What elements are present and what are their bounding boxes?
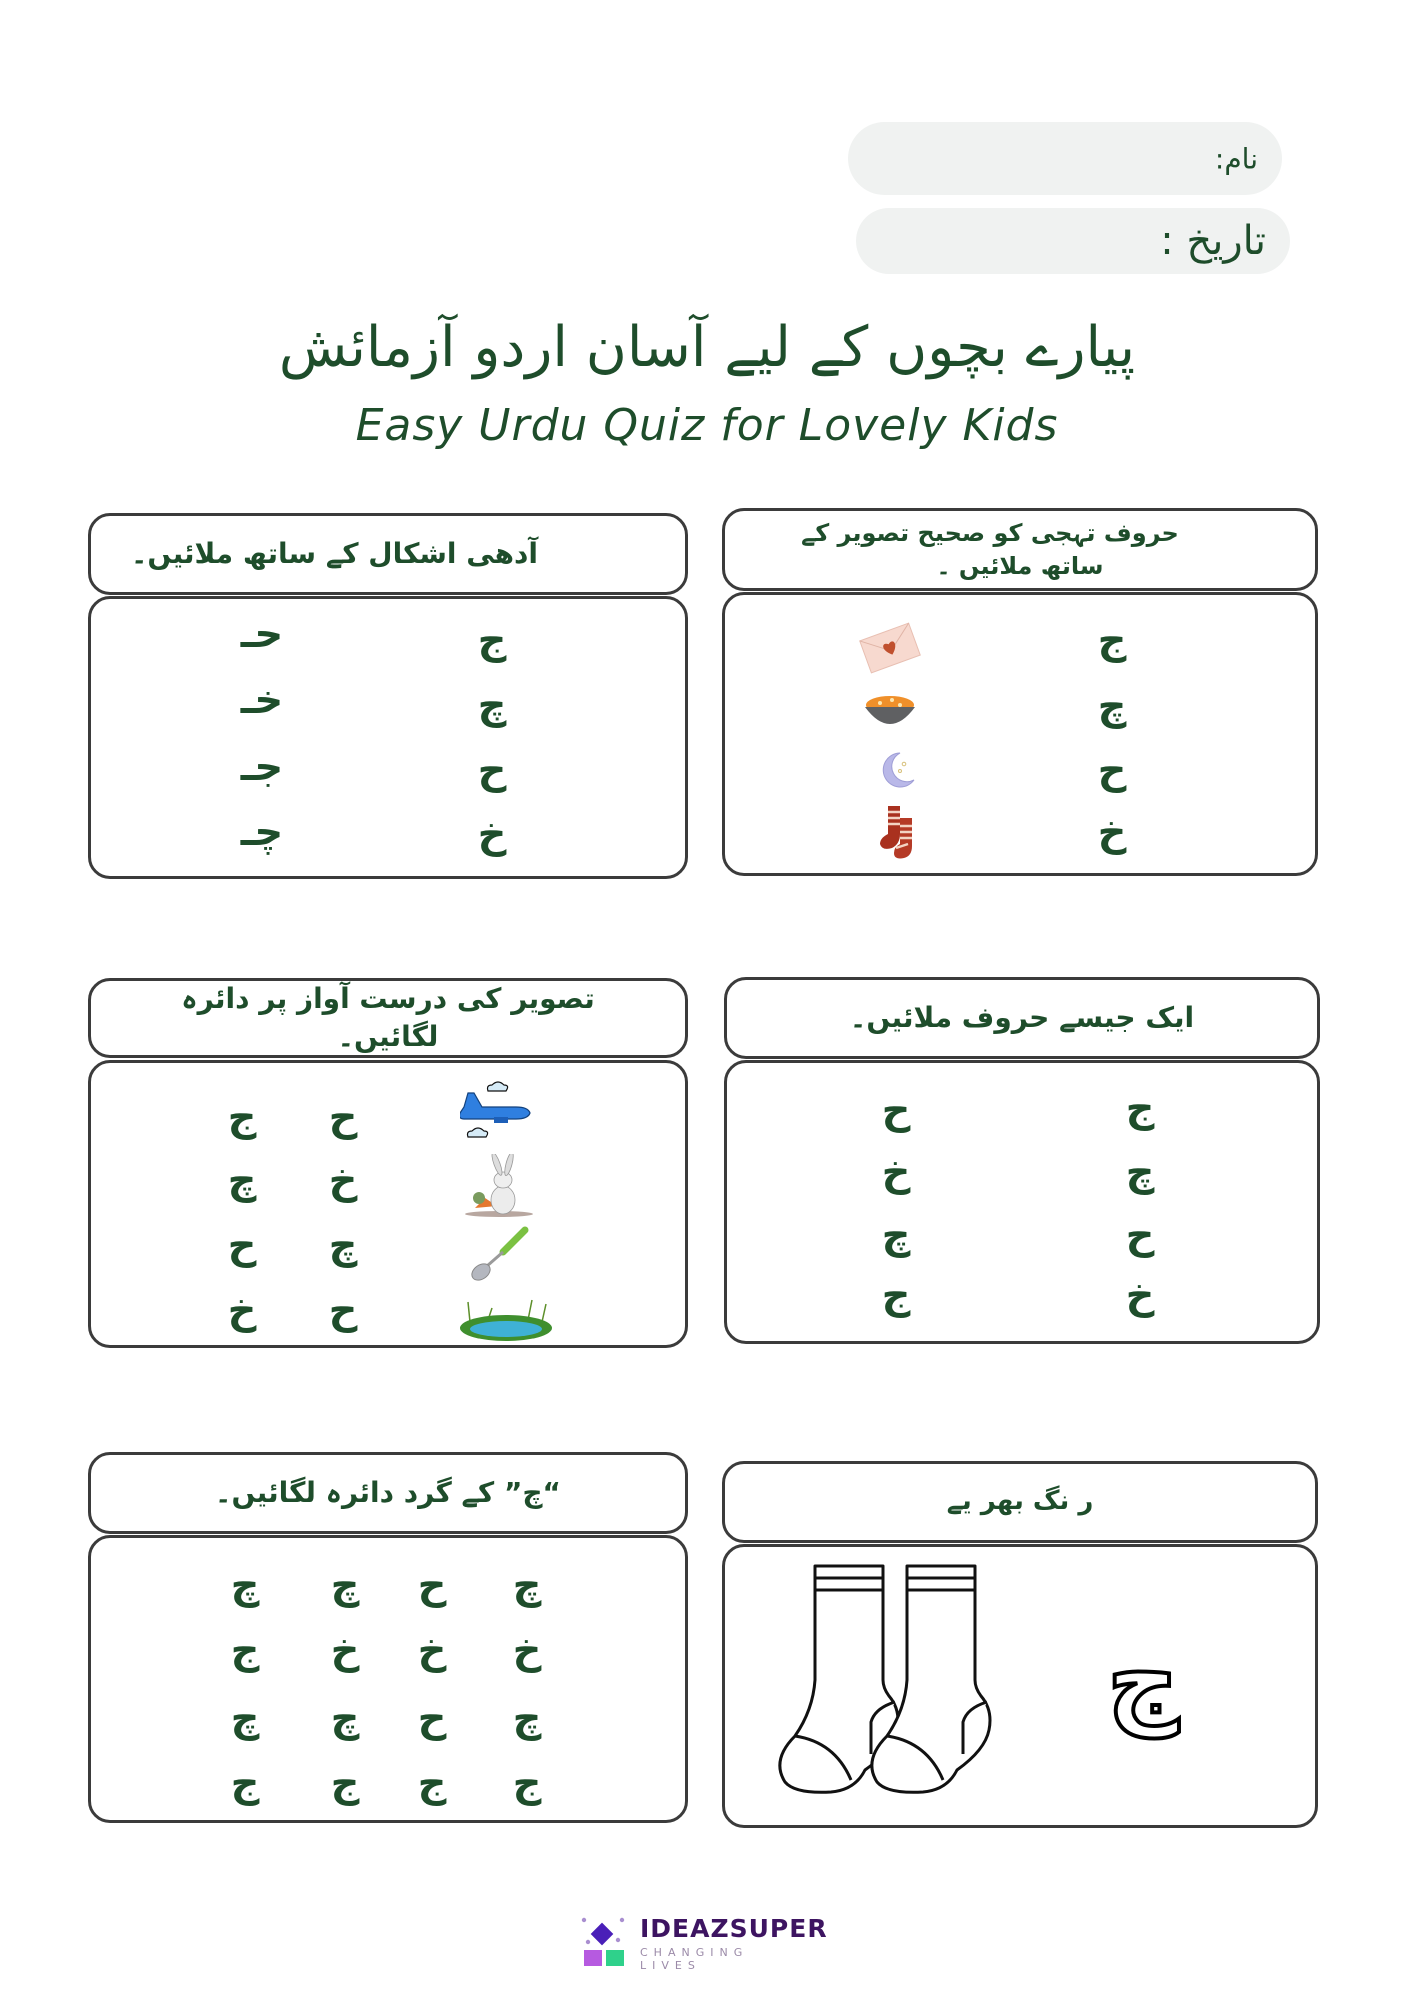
half-letter[interactable]: جـ [240,744,284,790]
right-letter[interactable]: چ [1125,1149,1155,1195]
right-letter[interactable]: خ [1125,1272,1155,1318]
name-field[interactable] [848,122,1282,195]
panel-circle-che-header [88,1452,688,1534]
panel-heading: ر نگ بھر یے [946,1486,1094,1517]
sound-option-b[interactable]: ج [227,1094,257,1140]
panel-heading: “چ” کے گرد دائرہ لگائیں۔ [215,1476,561,1510]
panel-match-same-header [724,977,1320,1059]
panel-coloring-header [722,1461,1318,1543]
grid-letter[interactable]: خ [330,1627,360,1673]
letter[interactable]: خ [1097,809,1127,855]
grid-letter[interactable]: ح [417,1562,447,1608]
grid-letter[interactable]: خ [417,1627,447,1673]
left-letter[interactable]: خ [881,1149,911,1195]
panel-circle-sound-header [88,978,688,1058]
full-letter[interactable]: ح [477,747,507,793]
letter[interactable]: چ [1097,683,1127,729]
pond-icon [458,1298,554,1342]
right-letter[interactable]: ج [1125,1085,1155,1131]
sound-option-b[interactable]: خ [227,1287,257,1333]
grid-letter[interactable]: ج [230,1627,260,1673]
grid-letter[interactable]: ج [330,1760,360,1806]
grid-letter[interactable]: چ [512,1695,542,1741]
socks-icon[interactable] [878,804,922,860]
bowl-icon[interactable] [862,691,918,733]
brand-tagline: CHANGING LIVES [640,1946,749,1972]
envelope-icon[interactable] [858,621,922,675]
panel-heading: آدھی اشکال کے ساتھ ملائیں۔ [131,537,538,571]
grid-letter[interactable]: چ [330,1562,360,1608]
date-label: تاریخ : [1160,218,1266,264]
moon-icon[interactable] [878,750,918,790]
page-title-english: Easy Urdu Quiz for Lovely Kids [355,400,1059,451]
panel-match-same-body [724,1060,1320,1344]
rabbit-icon [461,1154,535,1218]
sound-option-b[interactable]: ح [227,1222,257,1268]
full-letter[interactable]: چ [477,682,507,728]
full-letter[interactable]: ج [477,617,507,663]
brand-name: IDEAZSUPER [640,1914,828,1943]
panel-heading: ایک جیسے حروف ملائیں۔ [849,1001,1195,1035]
full-letter[interactable]: خ [477,811,507,857]
grid-letter[interactable]: ج [230,1760,260,1806]
grid-letter[interactable]: ج [417,1760,447,1806]
sound-option-a[interactable]: خ [328,1157,358,1203]
sound-option-a[interactable]: چ [328,1222,358,1268]
grid-letter[interactable]: چ [230,1695,260,1741]
letter[interactable]: ج [1097,617,1127,663]
grid-letter[interactable]: ح [417,1695,447,1741]
sound-option-a[interactable]: ح [328,1287,358,1333]
panel-half-shapes-header [88,513,688,595]
spoon-icon [467,1226,533,1282]
half-letter[interactable]: خـ [240,677,284,723]
left-letter[interactable]: چ [881,1212,911,1258]
grid-letter[interactable]: ج [512,1760,542,1806]
panel-heading-line1: حروف تہجی کو صحیح تصویر کے [801,519,1179,548]
page-title-urdu: پیارے بچوں کے لیے آسان اردو آزمائش [278,315,1136,380]
half-letter[interactable]: چـ [240,809,284,855]
outline-letter[interactable]: ج [1106,1621,1180,1738]
sound-option-b[interactable]: چ [227,1157,257,1203]
right-letter[interactable]: ح [1125,1212,1155,1258]
panel-circle-sound-body [88,1060,688,1348]
brand-logo [578,1912,828,1972]
panel-circle-che-body [88,1535,688,1823]
grid-letter[interactable]: چ [330,1695,360,1741]
grid-letter[interactable]: خ [512,1627,542,1673]
airplane-icon [460,1081,544,1143]
left-letter[interactable]: ج [881,1272,911,1318]
letter[interactable]: ح [1097,747,1127,793]
grid-letter[interactable]: چ [230,1562,260,1608]
sound-option-a[interactable]: ح [328,1094,358,1140]
panel-heading: تصویر کی درست آواز پر دائرہ لگائیں۔ [181,982,595,1053]
panel-letter-picture-body [722,592,1318,876]
date-field[interactable] [856,208,1290,274]
logo-mark-icon [578,1912,636,1968]
panel-half-shapes-body [88,596,688,879]
name-label: نام: [1214,142,1258,175]
socks-outline-icon[interactable] [755,1560,1015,1810]
panel-letter-picture-header [722,508,1318,591]
grid-letter[interactable]: چ [512,1562,542,1608]
half-letter[interactable]: حـ [240,611,284,657]
panel-heading-line2: ساتھ ملائیں ۔ [936,551,1104,580]
left-letter[interactable]: ح [881,1087,911,1133]
